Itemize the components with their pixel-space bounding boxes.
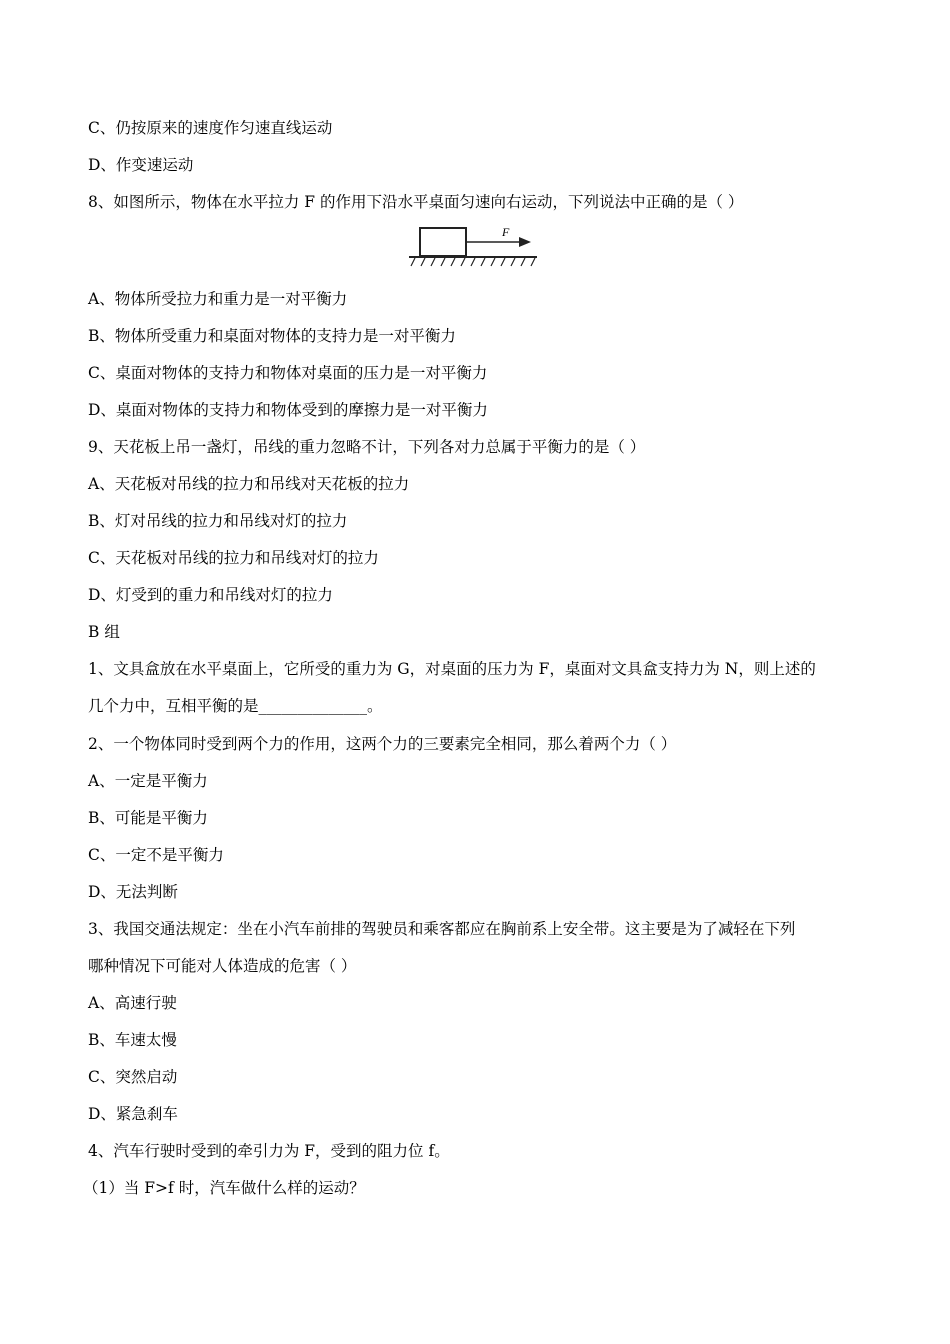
question-8: 8、如图所示，物体在水平拉力 F 的作用下沿水平桌面匀速向右运动，下列说法中正确的是（ ） [88, 193, 744, 211]
option-8a: A、物体所受拉力和重力是一对平衡力 [88, 290, 348, 308]
question-b3-line2: 哪种情况下可能对人体造成的危害（ ） [88, 957, 357, 975]
block-force-diagram [405, 222, 541, 272]
question-b3-line1: 3、我国交通法规定：坐在小汽车前排的驾驶员和乘客都应在胸前系上安全带。这主要是为了减轻在下列 [88, 920, 796, 938]
option-b2a: A、一定是平衡力 [88, 772, 208, 790]
question-b4: 4、汽车行驶时受到的牵引力为 F，受到的阻力位 f。 [88, 1142, 450, 1160]
block [420, 228, 466, 256]
option-b3d: D、紧急刹车 [88, 1105, 178, 1123]
option-b2b: B、可能是平衡力 [88, 809, 208, 827]
option-9a: A、天花板对吊线的拉力和吊线对天花板的拉力 [88, 475, 410, 493]
table-hatching [411, 258, 535, 266]
line-1: C、仍按原来的速度作匀速直线运动 [88, 119, 333, 137]
option-9c: C、天花板对吊线的拉力和吊线对灯的拉力 [88, 549, 379, 567]
question-9: 9、天花板上吊一盏灯，吊线的重力忽略不计，下列各对力总属于平衡力的是（ ） [88, 438, 646, 456]
force-arrow-head [519, 237, 531, 247]
option-b3b: B、车速太慢 [88, 1031, 177, 1049]
option-8c: C、桌面对物体的支持力和物体对桌面的压力是一对平衡力 [88, 364, 488, 382]
option-9d: D、灯受到的重力和吊线对灯的拉力 [88, 586, 333, 604]
option-8d: D、桌面对物体的支持力和物体受到的摩擦力是一对平衡力 [88, 401, 488, 419]
force-label: F [502, 225, 510, 239]
question-b1-line2: 几个力中，互相平衡的是______________。 [88, 697, 383, 715]
option-b3a: A、高速行驶 [88, 994, 177, 1012]
option-b2c: C、一定不是平衡力 [88, 846, 224, 864]
option-8b: B、物体所受重力和桌面对物体的支持力是一对平衡力 [88, 327, 456, 345]
option-9b: B、灯对吊线的拉力和吊线对灯的拉力 [88, 512, 348, 530]
line-2: D、作变速运动 [88, 156, 194, 174]
section-b-heading: B 组 [88, 623, 120, 641]
option-b3c: C、突然启动 [88, 1068, 178, 1086]
question-b4-part1: （1）当 F>f 时，汽车做什么样的运动？ [83, 1179, 365, 1197]
option-b2d: D、无法判断 [88, 883, 178, 901]
question-b2: 2、一个物体同时受到两个力的作用，这两个力的三要素完全相同，那么着两个力（ ） [88, 735, 677, 753]
question-b1-line1: 1、文具盒放在水平桌面上，它所受的重力为 G，对桌面的压力为 F，桌面对文具盒支持力为 N，则上述的 [88, 660, 816, 678]
